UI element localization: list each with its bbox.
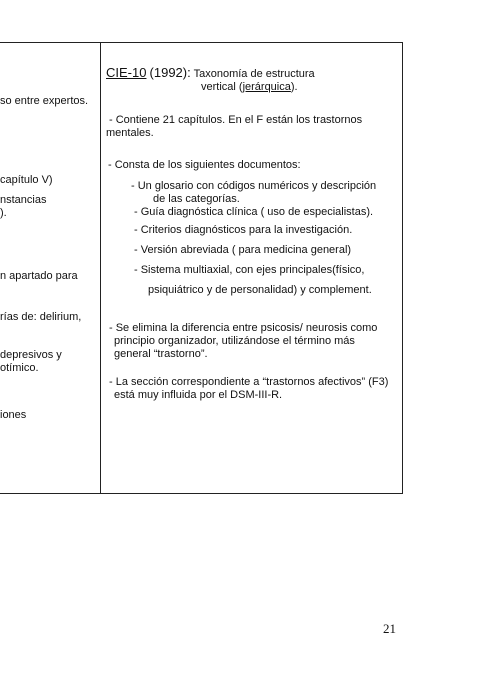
p2-intro: - Consta de los siguientes documentos: xyxy=(108,159,301,171)
cie10-year: (1992): xyxy=(149,65,191,80)
p2-item-4: - Versión abreviada ( para medicina general) xyxy=(134,244,352,256)
jerarquica-term: jerárquica xyxy=(242,81,291,93)
cie10-title: Taxonomía de estructura xyxy=(193,68,315,80)
left-text-8: otímico. xyxy=(0,362,39,374)
left-text-2: capítulo V) xyxy=(0,174,53,186)
page-number: 21 xyxy=(383,621,396,636)
p2-item-3: - Criterios diagnósticos para la investigación. xyxy=(134,224,353,236)
left-text-1: so entre expertos. xyxy=(0,95,89,107)
left-text-5: n apartado para xyxy=(0,270,78,282)
p2-item-1-cont: de las categorías. xyxy=(153,193,240,205)
p2-item-5: - Sistema multiaxial, con ejes principales(físico, xyxy=(134,264,365,276)
p4-line-2: está muy influida por el DSM-III-R. xyxy=(114,389,283,401)
p2-item-5-cont: psiquiátrico y de personalidad) y complement. xyxy=(148,284,372,296)
left-text-9: iones xyxy=(0,409,27,421)
p1-line-2: mentales. xyxy=(106,127,154,139)
cie10-label: CIE-10 xyxy=(106,65,147,80)
p1-line-1: - Contiene 21 capítulos. En el F están los trastornos xyxy=(109,114,363,126)
column-divider xyxy=(100,42,101,494)
p2-item-2: - Guía diagnóstica clínica ( uso de especialistas). xyxy=(134,206,374,218)
left-text-6: rías de: delirium, xyxy=(0,311,82,323)
p3-line-2: principio organizador, utilizándose el término más xyxy=(114,335,355,347)
p3-line-3: general “trastorno”. xyxy=(114,348,208,360)
left-text-4: ). xyxy=(0,207,7,219)
section-heading xyxy=(106,66,315,81)
left-text-3: nstancias xyxy=(0,194,47,206)
left-text-7: depresivos y xyxy=(0,349,62,361)
p2-item-1: - Un glosario con códigos numéricos y descripción xyxy=(131,180,377,192)
p4-line-1: - La sección correspondiente a “trastornos afectivos” (F3) xyxy=(109,376,389,388)
section-subtitle: vertical (jerárquica). xyxy=(201,81,298,93)
p3-line-1: - Se elimina la diferencia entre psicosis/ neurosis como xyxy=(109,322,378,334)
